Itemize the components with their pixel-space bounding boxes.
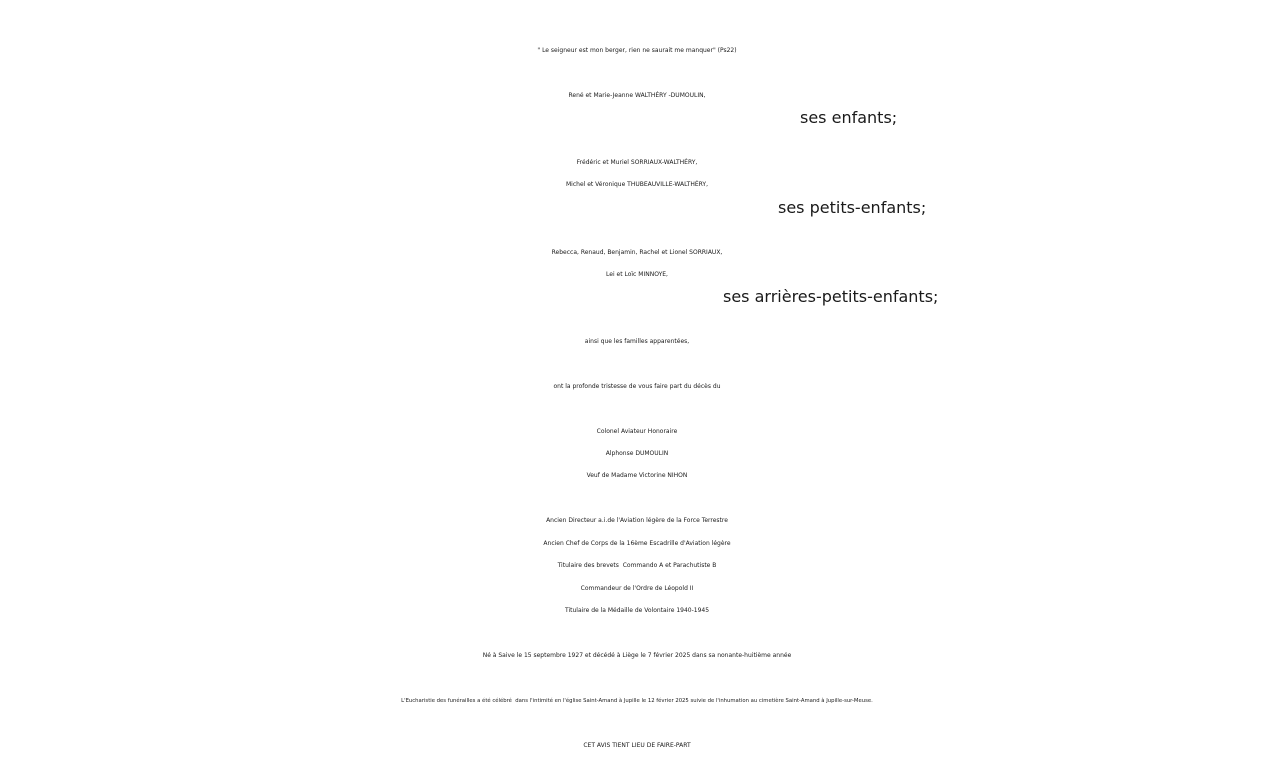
- children-names: René et Marie-Jeanne WALTHÉRY -DUMOULIN,: [568, 92, 706, 99]
- deceased-rank: Colonel Aviateur Honoraire: [596, 428, 678, 435]
- title-line-4: Commandeur de l'Ordre de Léopold II: [580, 585, 694, 592]
- children-label: ses enfants;: [800, 108, 898, 127]
- widower-line: Veuf de Madame Victorine NIHON: [586, 472, 688, 479]
- great-grandchildren-line-1: Rebecca, Renaud, Benjamin, Rachel et Lionel SORRIAUX,: [551, 249, 723, 256]
- related-families: ainsi que les familles apparentées,: [584, 338, 690, 345]
- footer-notice: CET AVIS TIENT LIEU DE FAIRE-PART: [583, 742, 691, 749]
- grandchildren-label: ses petits-enfants;: [778, 198, 927, 217]
- announcement-text: ont la profonde tristesse de vous faire part du décès du: [553, 383, 721, 390]
- funeral-line: L'Eucharistie des funérailles a été célébré dans l'intimité en l'église Saint-Amand à Jupille le 12 février 2025 suivie de l'inhumation au cimetière Saint-Amand à Jupille-sur-Meuse.: [401, 698, 873, 704]
- title-line-3: Titulaire des brevets Commando A et Parachutiste B: [557, 562, 717, 569]
- grandchildren-line-2: Michel et Véronique THUBEAUVILLE-WALTHÉRY,: [566, 181, 708, 188]
- title-line-2: Ancien Chef de Corps de la 16ème Escadrille d'Aviation légère: [543, 540, 731, 547]
- birth-death-line: Né à Saive le 15 septembre 1927 et décédé à Liège le 7 février 2025 dans sa nonante-huitième année: [482, 652, 792, 659]
- great-grandchildren-label: ses arrières-petits-enfants;: [723, 287, 939, 306]
- title-line-1: Ancien Directeur a.i.de l'Aviation légère de la Force Terrestre: [546, 517, 728, 524]
- psalm-quote: " Le seigneur est mon berger, rien ne saurait me manquer" (Ps22): [537, 47, 737, 54]
- deceased-name: Alphonse DUMOULIN: [605, 450, 669, 457]
- title-line-5: Titulaire de la Médaille de Volontaire 1940-1945: [564, 607, 710, 614]
- great-grandchildren-line-2: Lei et Loïc MINNOYE,: [606, 271, 668, 278]
- grandchildren-line-1: Frédéric et Muriel SORRIAUX-WALTHÉRY,: [576, 159, 698, 166]
